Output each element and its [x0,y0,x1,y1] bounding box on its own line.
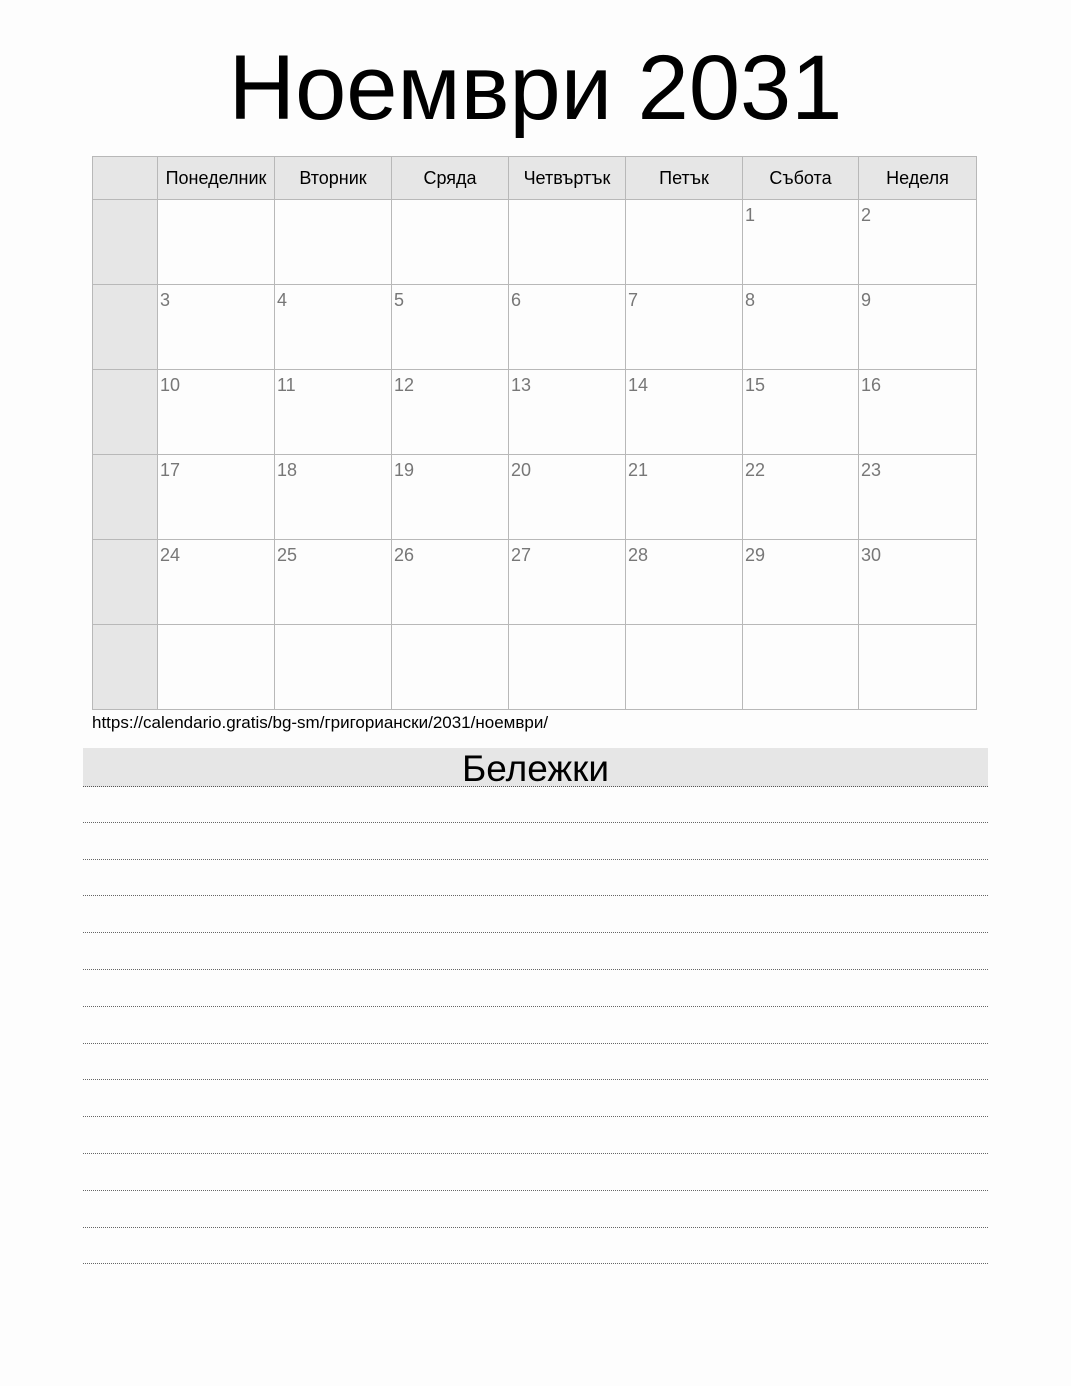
note-line[interactable] [83,1080,988,1117]
weekday-header: Неделя [859,157,977,200]
note-line[interactable] [83,896,988,933]
week-number-cell [93,625,158,710]
week-number-cell [93,200,158,285]
day-cell[interactable] [275,200,392,285]
day-cell[interactable] [158,540,275,625]
day-cell[interactable] [392,200,509,285]
day-cell[interactable] [158,625,275,710]
week-row [93,455,977,540]
day-number: 21 [628,460,649,480]
day-number [509,625,625,630]
week-number-cell [93,540,158,625]
day-number: 20 [511,460,532,480]
day-number: 13 [511,375,532,395]
notes-lines [83,786,988,1264]
day-cell[interactable] [158,370,275,455]
week-number-cell [93,285,158,370]
day-cell[interactable] [392,285,509,370]
day-number: 18 [277,460,298,480]
day-cell[interactable] [626,625,743,710]
day-cell[interactable] [275,625,392,710]
day-cell[interactable] [743,455,859,540]
day-number: 5 [394,290,405,310]
week-row [93,625,977,710]
day-cell[interactable] [509,370,626,455]
day-number [275,200,391,205]
note-line[interactable] [83,823,988,860]
day-number [392,200,508,205]
day-number [158,625,274,630]
day-cell[interactable] [392,540,509,625]
weekday-header: Сряда [392,157,509,200]
day-number: 12 [394,375,415,395]
day-number: 30 [861,545,882,565]
day-number [626,625,742,630]
note-line[interactable] [83,786,988,823]
day-cell[interactable] [509,455,626,540]
day-cell[interactable] [859,285,977,370]
day-cell[interactable] [859,370,977,455]
day-cell[interactable] [859,200,977,285]
note-line[interactable] [83,1154,988,1191]
day-number: 7 [628,290,639,310]
note-line[interactable] [83,1007,988,1044]
day-number: 28 [628,545,649,565]
day-number: 22 [745,460,766,480]
day-number: 1 [745,205,756,225]
day-number: 11 [277,375,296,395]
weekday-header: Вторник [275,157,392,200]
day-number: 26 [394,545,415,565]
day-number [392,625,508,630]
day-number: 29 [745,545,766,565]
day-number: 19 [394,460,415,480]
day-cell[interactable] [626,200,743,285]
day-cell[interactable] [275,455,392,540]
note-line[interactable] [83,860,988,897]
day-cell[interactable] [392,625,509,710]
day-cell[interactable] [158,285,275,370]
day-number: 25 [277,545,298,565]
day-cell[interactable] [859,455,977,540]
week-row [93,370,977,455]
weekday-header-row [93,157,977,200]
day-number: 3 [160,290,171,310]
day-cell[interactable] [158,455,275,540]
calendar-grid [92,156,977,710]
day-cell[interactable] [509,625,626,710]
day-number [275,625,391,630]
day-number: 17 [160,460,181,480]
weekday-header: Понеделник [158,157,275,200]
day-number: 4 [277,290,288,310]
day-cell[interactable] [859,540,977,625]
day-number: 24 [160,545,181,565]
day-number [626,200,742,205]
day-cell[interactable] [509,285,626,370]
week-row [93,200,977,285]
day-cell[interactable] [626,540,743,625]
day-number: 2 [861,205,872,225]
week-number-cell [93,455,158,540]
source-url[interactable]: https://calendario.gratis/bg-sm/григориански/2031/ноември/ [92,713,549,732]
weekday-header: Четвъртък [509,157,626,200]
day-cell[interactable] [275,370,392,455]
week-row [93,540,977,625]
day-number [859,625,976,630]
day-cell[interactable] [158,200,275,285]
day-number: 8 [745,290,756,310]
note-line[interactable] [83,933,988,970]
day-cell[interactable] [626,455,743,540]
day-cell[interactable] [743,370,859,455]
day-number [743,625,858,630]
page-title: Ноември 2031 [228,37,843,139]
day-number: 6 [511,290,522,310]
week-number-cell [93,370,158,455]
weekday-header: Събота [743,157,859,200]
day-cell[interactable] [275,285,392,370]
day-cell[interactable] [626,370,743,455]
note-line[interactable] [83,970,988,1007]
day-cell[interactable] [743,200,859,285]
day-cell[interactable] [392,370,509,455]
note-line[interactable] [83,1191,988,1228]
weekday-header: Петък [626,157,743,200]
day-cell[interactable] [743,285,859,370]
day-cell[interactable] [743,625,859,710]
day-number [509,200,625,205]
note-line[interactable] [83,1228,988,1265]
week-row [93,285,977,370]
day-cell[interactable] [859,625,977,710]
day-cell[interactable] [392,455,509,540]
day-number [158,200,274,205]
week-number-header [93,157,158,200]
day-number: 27 [511,545,532,565]
day-cell[interactable] [626,285,743,370]
day-cell[interactable] [509,200,626,285]
day-number: 10 [160,375,181,395]
day-number: 9 [861,290,872,310]
note-line[interactable] [83,1044,988,1081]
day-cell[interactable] [743,540,859,625]
notes-title: Бележки [83,748,988,787]
day-cell[interactable] [509,540,626,625]
day-cell[interactable] [275,540,392,625]
day-number: 16 [861,375,882,395]
day-number: 14 [628,375,649,395]
day-number: 15 [745,375,766,395]
day-number: 23 [861,460,882,480]
note-line[interactable] [83,1117,988,1154]
